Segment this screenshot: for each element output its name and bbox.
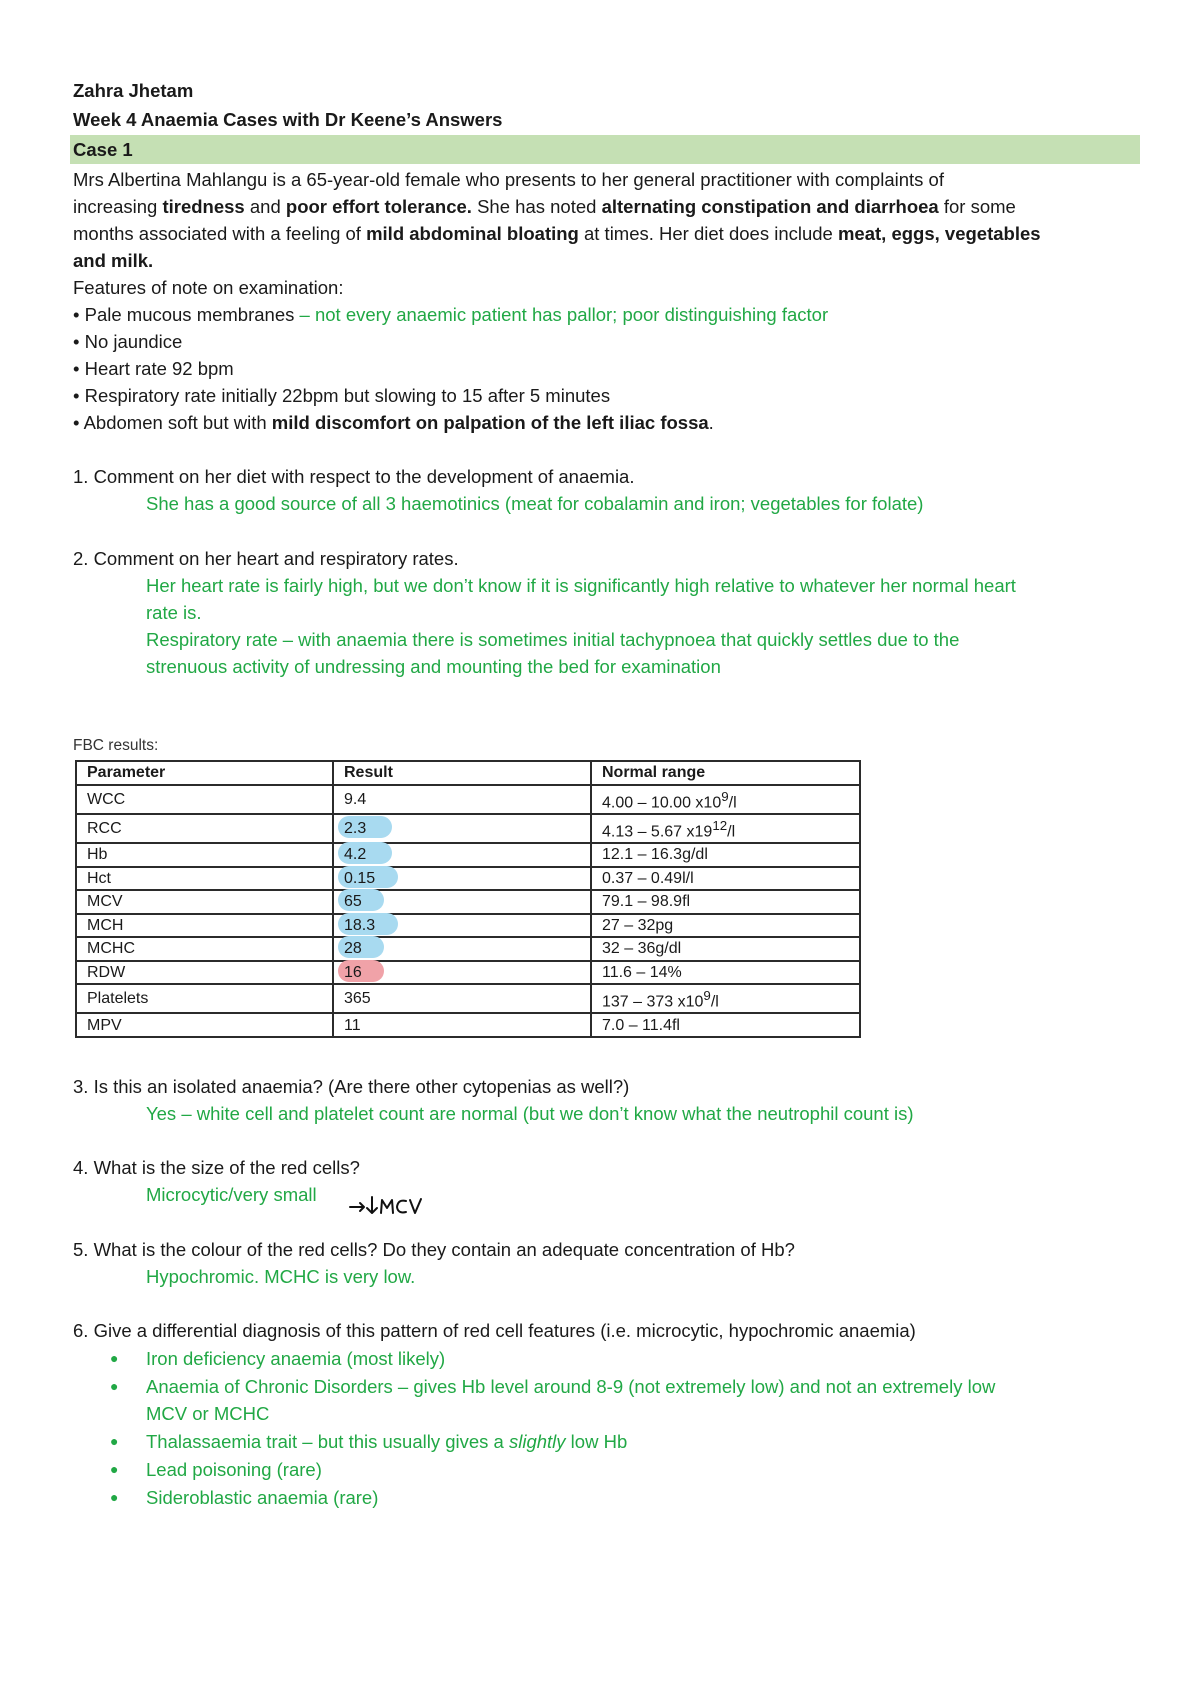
intro-bold: alternating constipation and diarrhoea xyxy=(601,196,939,217)
handwritten-arrow-right xyxy=(350,1203,364,1211)
exam-bullet-2: • No jaundice xyxy=(73,331,183,352)
answer-5: Hypochromic. MCHC is very low. xyxy=(146,1266,416,1287)
answer-3: Yes – white cell and platelet count are normal (but we don’t know what the neutrophil count is) xyxy=(146,1103,914,1124)
fbc-range: 11.6 – 14% xyxy=(591,961,860,985)
fbc-parameter: RCC xyxy=(76,814,333,843)
bullet-dot: ● xyxy=(110,1461,119,1477)
differential-5: Sideroblastic anaemia (rare) xyxy=(146,1487,379,1508)
intro-text: for some xyxy=(938,196,1016,217)
fbc-result xyxy=(333,1013,591,1037)
table-row xyxy=(76,814,860,843)
fbc-table xyxy=(75,760,861,1038)
fbc-result-value: 28 xyxy=(344,940,362,958)
fbc-result-value: 4.2 xyxy=(344,846,367,864)
exam-finding: • Abdomen soft but with xyxy=(73,412,272,433)
intro-line-3 xyxy=(73,220,1041,247)
fbc-range: 12.1 – 16.3g/dl xyxy=(591,843,860,867)
answer-2-line-4: strenuous activity of undressing and mounting the bed for examination xyxy=(146,656,721,677)
intro-text: months associated with a feeling of xyxy=(73,223,367,244)
range-unit: /l xyxy=(727,823,736,841)
range-unit: /l xyxy=(728,793,737,811)
range-text: 4.00 – 10.00 x10 xyxy=(602,793,722,811)
fbc-parameter: MCV xyxy=(76,890,333,914)
range-text: 137 – 373 x10 xyxy=(602,993,704,1011)
bullet-dot: ● xyxy=(110,1378,119,1394)
fbc-result xyxy=(333,814,591,843)
fbc-header-parameter: Parameter xyxy=(76,761,333,785)
fbc-range xyxy=(591,814,860,843)
differential-1: Iron deficiency anaemia (most likely) xyxy=(146,1348,446,1369)
fbc-range: 27 – 32pg xyxy=(591,914,860,938)
fbc-range: 32 – 36g/dl xyxy=(591,937,860,961)
author-name: Zahra Jhetam xyxy=(73,80,194,101)
table-row xyxy=(76,984,860,1013)
range-exponent: 12 xyxy=(712,817,728,833)
handwritten-letter-v xyxy=(410,1199,421,1213)
handwritten-letter-c xyxy=(397,1201,406,1213)
exam-bullet-1 xyxy=(73,301,828,328)
fbc-range: 0.37 – 0.49l/l xyxy=(591,867,860,891)
bullet-dot: ● xyxy=(110,1433,119,1449)
differential-text: low Hb xyxy=(565,1431,628,1452)
differential-2-cont: MCV or MCHC xyxy=(146,1403,270,1424)
fbc-range xyxy=(591,785,860,814)
answer-2-line-3: Respiratory rate – with anaemia there is sometimes initial tachypnoea that quickly settles due to the xyxy=(146,629,960,650)
fbc-result xyxy=(333,785,591,814)
bullet-dot: ● xyxy=(110,1489,119,1505)
intro-line-4: and milk. xyxy=(73,250,154,271)
differential-text: Thalassaemia trait – but this usually gives a xyxy=(146,1431,509,1452)
intro-line-1: Mrs Albertina Mahlangu is a 65-year-old female who presents to her general practitioner with complaints of xyxy=(73,169,944,190)
intro-text: and xyxy=(244,196,286,217)
fbc-result-value: 9.4 xyxy=(344,790,367,808)
range-exponent: 9 xyxy=(721,788,729,804)
fbc-range: 7.0 – 11.4fl xyxy=(591,1013,860,1037)
table-row xyxy=(76,843,860,867)
fbc-parameter: Platelets xyxy=(76,984,333,1013)
range-unit: /l xyxy=(710,993,719,1011)
exam-bullet-3: • Heart rate 92 bpm xyxy=(73,358,234,379)
exam-bullet-5 xyxy=(73,409,714,436)
answer-1: She has a good source of all 3 haemotinics (meat for cobalamin and iron; vegetables for folate) xyxy=(146,493,924,514)
intro-line-2 xyxy=(73,193,1016,220)
fbc-result xyxy=(333,961,591,985)
answer-4: Microcytic/very small xyxy=(146,1184,317,1205)
intro-bold: meat, eggs, vegetables xyxy=(837,223,1041,244)
case-heading-bar xyxy=(70,135,1140,164)
differential-4: Lead poisoning (rare) xyxy=(146,1459,322,1480)
intro-bold: poor effort tolerance. xyxy=(285,196,472,217)
fbc-header-result: Result xyxy=(333,761,591,785)
document-title: Week 4 Anaemia Cases with Dr Keene’s Answers xyxy=(73,109,503,130)
table-row xyxy=(76,937,860,961)
fbc-parameter: Hct xyxy=(76,867,333,891)
table-row xyxy=(76,1013,860,1037)
differential-italic: slightly xyxy=(508,1431,566,1452)
range-exponent: 9 xyxy=(703,988,711,1004)
question-6: 6. Give a differential diagnosis of this pattern of red cell features (i.e. microcytic, hypochromic anaemia) xyxy=(73,1320,916,1341)
answer-2-line-2: rate is. xyxy=(146,602,202,623)
case-heading: Case 1 xyxy=(73,139,133,160)
fbc-parameter: MCH xyxy=(76,914,333,938)
handwritten-arrow-down xyxy=(367,1197,377,1213)
fbc-range xyxy=(591,984,860,1013)
intro-text: at times. Her diet does include xyxy=(578,223,838,244)
table-row xyxy=(76,867,860,891)
fbc-result xyxy=(333,867,591,891)
table-row xyxy=(76,961,860,985)
fbc-label: FBC results: xyxy=(73,737,159,754)
fbc-result xyxy=(333,984,591,1013)
handwritten-letter-m xyxy=(381,1200,393,1213)
handwritten-mcv-annotation xyxy=(348,1193,428,1219)
fbc-result-value: 2.3 xyxy=(344,819,367,837)
fbc-result xyxy=(333,937,591,961)
fbc-parameter: MPV xyxy=(76,1013,333,1037)
fbc-range: 79.1 – 98.9fl xyxy=(591,890,860,914)
bullet-dot: ● xyxy=(110,1350,119,1366)
range-text: 4.13 – 5.67 x19 xyxy=(602,823,713,841)
answer-2-line-1: Her heart rate is fairly high, but we don’t know if it is significantly high relative to whatever her normal heart xyxy=(146,575,1016,596)
exam-bullet-4: • Respiratory rate initially 22bpm but slowing to 15 after 5 minutes xyxy=(73,385,611,406)
fbc-result-value: 365 xyxy=(344,990,371,1008)
fbc-result-value: 18.3 xyxy=(344,916,376,934)
exam-heading: Features of note on examination: xyxy=(73,277,344,298)
fbc-result xyxy=(333,914,591,938)
fbc-result-value: 0.15 xyxy=(344,869,376,887)
fbc-result-value: 65 xyxy=(344,893,362,911)
exam-finding-bold: mild discomfort on palpation of the left iliac fossa xyxy=(271,412,709,433)
fbc-result xyxy=(333,843,591,867)
exam-finding: • Pale mucous membranes xyxy=(73,304,295,325)
question-3: 3. Is this an isolated anaemia? (Are there other cytopenias as well?) xyxy=(73,1076,630,1097)
exam-comment: – not every anaemic patient has pallor; poor distinguishing factor xyxy=(294,304,829,325)
fbc-result xyxy=(333,890,591,914)
differential-2: Anaemia of Chronic Disorders – gives Hb level around 8-9 (not extremely low) and not an extremely low xyxy=(146,1376,996,1397)
intro-text: She has noted xyxy=(471,196,602,217)
fbc-result-value: 11 xyxy=(344,1016,361,1034)
table-row xyxy=(76,890,860,914)
fbc-parameter: MCHC xyxy=(76,937,333,961)
question-1: 1. Comment on her diet with respect to the development of anaemia. xyxy=(73,466,635,487)
question-5: 5. What is the colour of the red cells? Do they contain an adequate concentration of Hb? xyxy=(73,1239,795,1260)
intro-bold: mild abdominal bloating xyxy=(366,223,579,244)
fbc-header-range: Normal range xyxy=(591,761,860,785)
differential-3 xyxy=(146,1428,627,1455)
fbc-parameter: WCC xyxy=(76,785,333,814)
fbc-parameter: Hb xyxy=(76,843,333,867)
table-row xyxy=(76,914,860,938)
question-4: 4. What is the size of the red cells? xyxy=(73,1157,360,1178)
intro-bold: tiredness xyxy=(162,196,245,217)
fbc-parameter: RDW xyxy=(76,961,333,985)
fbc-result-value: 16 xyxy=(344,963,362,981)
intro-text: increasing xyxy=(73,196,163,217)
table-row xyxy=(76,785,860,814)
fbc-header-row xyxy=(76,761,860,785)
exam-finding: . xyxy=(708,412,714,433)
question-2: 2. Comment on her heart and respiratory rates. xyxy=(73,548,459,569)
